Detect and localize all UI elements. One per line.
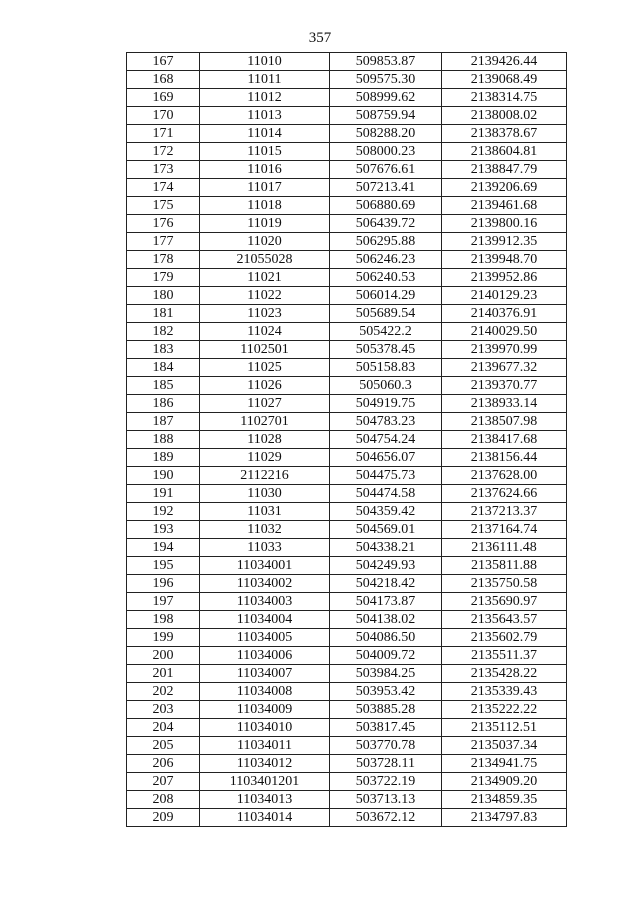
x-coordinate-cell: 503722.19: [330, 773, 442, 791]
x-coordinate-cell: 508288.20: [330, 125, 442, 143]
y-coordinate-cell: 2135750.58: [442, 575, 567, 593]
table-row: [127, 143, 567, 161]
table-row: [127, 395, 567, 413]
point-id-cell: 11034003: [200, 593, 330, 611]
y-coordinate-cell: 2137624.66: [442, 485, 567, 503]
point-id-cell: 11034006: [200, 647, 330, 665]
x-coordinate-cell: 504475.73: [330, 467, 442, 485]
x-coordinate-cell: 503770.78: [330, 737, 442, 755]
row-number-cell: 167: [127, 53, 200, 71]
row-number-cell: 180: [127, 287, 200, 305]
point-id-cell: 1103401201: [200, 773, 330, 791]
y-coordinate-cell: 2137164.74: [442, 521, 567, 539]
table-row: [127, 53, 567, 71]
point-id-cell: 11034012: [200, 755, 330, 773]
table-row: [127, 107, 567, 125]
row-number-cell: 191: [127, 485, 200, 503]
y-coordinate-cell: 2134909.20: [442, 773, 567, 791]
row-number-cell: 194: [127, 539, 200, 557]
row-number-cell: 207: [127, 773, 200, 791]
y-coordinate-cell: 2139800.16: [442, 215, 567, 233]
point-id-cell: 11034008: [200, 683, 330, 701]
table-row: [127, 449, 567, 467]
table-row: [127, 521, 567, 539]
table-row: [127, 485, 567, 503]
coordinates-table: [126, 52, 567, 827]
y-coordinate-cell: 2139912.35: [442, 233, 567, 251]
y-coordinate-cell: 2135643.57: [442, 611, 567, 629]
point-id-cell: 11024: [200, 323, 330, 341]
x-coordinate-cell: 503713.13: [330, 791, 442, 809]
table-row: [127, 377, 567, 395]
table-row: [127, 665, 567, 683]
table-row: [127, 539, 567, 557]
y-coordinate-cell: 2139426.44: [442, 53, 567, 71]
table-row: [127, 359, 567, 377]
row-number-cell: 174: [127, 179, 200, 197]
row-number-cell: 168: [127, 71, 200, 89]
point-id-cell: 11033: [200, 539, 330, 557]
row-number-cell: 199: [127, 629, 200, 647]
row-number-cell: 204: [127, 719, 200, 737]
row-number-cell: 184: [127, 359, 200, 377]
point-id-cell: 1102501: [200, 341, 330, 359]
point-id-cell: 11027: [200, 395, 330, 413]
y-coordinate-cell: 2135602.79: [442, 629, 567, 647]
table-row: [127, 809, 567, 827]
table-row: [127, 287, 567, 305]
coordinates-table-body: [127, 53, 567, 827]
row-number-cell: 175: [127, 197, 200, 215]
point-id-cell: 11013: [200, 107, 330, 125]
row-number-cell: 182: [127, 323, 200, 341]
table-row: [127, 215, 567, 233]
y-coordinate-cell: 2140029.50: [442, 323, 567, 341]
y-coordinate-cell: 2138604.81: [442, 143, 567, 161]
point-id-cell: 21055028: [200, 251, 330, 269]
point-id-cell: 11012: [200, 89, 330, 107]
point-id-cell: 11034001: [200, 557, 330, 575]
x-coordinate-cell: 503984.25: [330, 665, 442, 683]
table-row: [127, 71, 567, 89]
y-coordinate-cell: 2135511.37: [442, 647, 567, 665]
x-coordinate-cell: 505060.3: [330, 377, 442, 395]
x-coordinate-cell: 505422.2: [330, 323, 442, 341]
x-coordinate-cell: 504359.42: [330, 503, 442, 521]
point-id-cell: 11019: [200, 215, 330, 233]
table-row: [127, 305, 567, 323]
row-number-cell: 195: [127, 557, 200, 575]
y-coordinate-cell: 2136111.48: [442, 539, 567, 557]
x-coordinate-cell: 505689.54: [330, 305, 442, 323]
point-id-cell: 11032: [200, 521, 330, 539]
x-coordinate-cell: 504009.72: [330, 647, 442, 665]
point-id-cell: 11030: [200, 485, 330, 503]
y-coordinate-cell: 2138156.44: [442, 449, 567, 467]
y-coordinate-cell: 2135428.22: [442, 665, 567, 683]
x-coordinate-cell: 504474.58: [330, 485, 442, 503]
x-coordinate-cell: 504249.93: [330, 557, 442, 575]
x-coordinate-cell: 506014.29: [330, 287, 442, 305]
y-coordinate-cell: 2138933.14: [442, 395, 567, 413]
y-coordinate-cell: 2135112.51: [442, 719, 567, 737]
table-row: [127, 593, 567, 611]
table-row: [127, 197, 567, 215]
y-coordinate-cell: 2139068.49: [442, 71, 567, 89]
x-coordinate-cell: 503672.12: [330, 809, 442, 827]
point-id-cell: 11011: [200, 71, 330, 89]
y-coordinate-cell: 2139370.77: [442, 377, 567, 395]
row-number-cell: 198: [127, 611, 200, 629]
row-number-cell: 189: [127, 449, 200, 467]
table-row: [127, 773, 567, 791]
row-number-cell: 171: [127, 125, 200, 143]
y-coordinate-cell: 2134941.75: [442, 755, 567, 773]
x-coordinate-cell: 504086.50: [330, 629, 442, 647]
row-number-cell: 170: [127, 107, 200, 125]
point-id-cell: 11025: [200, 359, 330, 377]
y-coordinate-cell: 2135339.43: [442, 683, 567, 701]
point-id-cell: 11022: [200, 287, 330, 305]
row-number-cell: 177: [127, 233, 200, 251]
x-coordinate-cell: 503885.28: [330, 701, 442, 719]
point-id-cell: 11034004: [200, 611, 330, 629]
y-coordinate-cell: 2139206.69: [442, 179, 567, 197]
table-row: [127, 269, 567, 287]
x-coordinate-cell: 503728.11: [330, 755, 442, 773]
row-number-cell: 192: [127, 503, 200, 521]
y-coordinate-cell: 2134797.83: [442, 809, 567, 827]
y-coordinate-cell: 2134859.35: [442, 791, 567, 809]
x-coordinate-cell: 504338.21: [330, 539, 442, 557]
point-id-cell: 11034007: [200, 665, 330, 683]
y-coordinate-cell: 2137213.37: [442, 503, 567, 521]
x-coordinate-cell: 507213.41: [330, 179, 442, 197]
table-row: [127, 341, 567, 359]
point-id-cell: 11026: [200, 377, 330, 395]
x-coordinate-cell: 504569.01: [330, 521, 442, 539]
table-row: [127, 683, 567, 701]
page-number: 357: [308, 30, 332, 46]
point-id-cell: 11034013: [200, 791, 330, 809]
x-coordinate-cell: 503817.45: [330, 719, 442, 737]
y-coordinate-cell: 2138417.68: [442, 431, 567, 449]
y-coordinate-cell: 2135811.88: [442, 557, 567, 575]
x-coordinate-cell: 509853.87: [330, 53, 442, 71]
row-number-cell: 196: [127, 575, 200, 593]
y-coordinate-cell: 2138507.98: [442, 413, 567, 431]
x-coordinate-cell: 507676.61: [330, 161, 442, 179]
x-coordinate-cell: 505158.83: [330, 359, 442, 377]
point-id-cell: 11021: [200, 269, 330, 287]
x-coordinate-cell: 508759.94: [330, 107, 442, 125]
point-id-cell: 1102701: [200, 413, 330, 431]
row-number-cell: 193: [127, 521, 200, 539]
y-coordinate-cell: 2139461.68: [442, 197, 567, 215]
table-row: [127, 161, 567, 179]
table-row: [127, 89, 567, 107]
y-coordinate-cell: 2135222.22: [442, 701, 567, 719]
row-number-cell: 187: [127, 413, 200, 431]
y-coordinate-cell: 2139952.86: [442, 269, 567, 287]
table-row: [127, 575, 567, 593]
row-number-cell: 181: [127, 305, 200, 323]
x-coordinate-cell: 504138.02: [330, 611, 442, 629]
point-id-cell: 11028: [200, 431, 330, 449]
x-coordinate-cell: 506295.88: [330, 233, 442, 251]
table-row: [127, 179, 567, 197]
y-coordinate-cell: 2138378.67: [442, 125, 567, 143]
point-id-cell: 11029: [200, 449, 330, 467]
table-row: [127, 467, 567, 485]
y-coordinate-cell: 2137628.00: [442, 467, 567, 485]
row-number-cell: 205: [127, 737, 200, 755]
x-coordinate-cell: 504218.42: [330, 575, 442, 593]
table-row: [127, 125, 567, 143]
x-coordinate-cell: 506246.23: [330, 251, 442, 269]
y-coordinate-cell: 2138008.02: [442, 107, 567, 125]
point-id-cell: 11020: [200, 233, 330, 251]
table-row: [127, 431, 567, 449]
row-number-cell: 208: [127, 791, 200, 809]
y-coordinate-cell: 2140129.23: [442, 287, 567, 305]
table-row: [127, 503, 567, 521]
point-id-cell: 11034010: [200, 719, 330, 737]
x-coordinate-cell: 504919.75: [330, 395, 442, 413]
row-number-cell: 169: [127, 89, 200, 107]
table-row: [127, 719, 567, 737]
point-id-cell: 11010: [200, 53, 330, 71]
point-id-cell: 11015: [200, 143, 330, 161]
x-coordinate-cell: 508000.23: [330, 143, 442, 161]
y-coordinate-cell: 2135690.97: [442, 593, 567, 611]
y-coordinate-cell: 2139677.32: [442, 359, 567, 377]
row-number-cell: 172: [127, 143, 200, 161]
row-number-cell: 190: [127, 467, 200, 485]
table-row: [127, 323, 567, 341]
point-id-cell: 11034002: [200, 575, 330, 593]
row-number-cell: 173: [127, 161, 200, 179]
x-coordinate-cell: 505378.45: [330, 341, 442, 359]
table-row: [127, 413, 567, 431]
table-row: [127, 701, 567, 719]
point-id-cell: 11031: [200, 503, 330, 521]
row-number-cell: 200: [127, 647, 200, 665]
x-coordinate-cell: 504173.87: [330, 593, 442, 611]
x-coordinate-cell: 503953.42: [330, 683, 442, 701]
point-id-cell: 11034005: [200, 629, 330, 647]
point-id-cell: 11034011: [200, 737, 330, 755]
row-number-cell: 188: [127, 431, 200, 449]
table-row: [127, 755, 567, 773]
x-coordinate-cell: 506240.53: [330, 269, 442, 287]
x-coordinate-cell: 508999.62: [330, 89, 442, 107]
point-id-cell: 11014: [200, 125, 330, 143]
row-number-cell: 209: [127, 809, 200, 827]
row-number-cell: 179: [127, 269, 200, 287]
table-row: [127, 233, 567, 251]
row-number-cell: 183: [127, 341, 200, 359]
y-coordinate-cell: 2140376.91: [442, 305, 567, 323]
y-coordinate-cell: 2139970.99: [442, 341, 567, 359]
y-coordinate-cell: 2138314.75: [442, 89, 567, 107]
row-number-cell: 197: [127, 593, 200, 611]
table-row: [127, 629, 567, 647]
point-id-cell: 11023: [200, 305, 330, 323]
table-row: [127, 557, 567, 575]
x-coordinate-cell: 504656.07: [330, 449, 442, 467]
y-coordinate-cell: 2139948.70: [442, 251, 567, 269]
row-number-cell: 201: [127, 665, 200, 683]
point-id-cell: 11016: [200, 161, 330, 179]
x-coordinate-cell: 509575.30: [330, 71, 442, 89]
point-id-cell: 11017: [200, 179, 330, 197]
table-row: [127, 737, 567, 755]
table-row: [127, 791, 567, 809]
row-number-cell: 202: [127, 683, 200, 701]
table-row: [127, 647, 567, 665]
row-number-cell: 186: [127, 395, 200, 413]
point-id-cell: 11034009: [200, 701, 330, 719]
point-id-cell: 11018: [200, 197, 330, 215]
x-coordinate-cell: 506880.69: [330, 197, 442, 215]
point-id-cell: 11034014: [200, 809, 330, 827]
x-coordinate-cell: 504783.23: [330, 413, 442, 431]
table-row: [127, 611, 567, 629]
row-number-cell: 178: [127, 251, 200, 269]
x-coordinate-cell: 504754.24: [330, 431, 442, 449]
y-coordinate-cell: 2138847.79: [442, 161, 567, 179]
y-coordinate-cell: 2135037.34: [442, 737, 567, 755]
row-number-cell: 203: [127, 701, 200, 719]
row-number-cell: 176: [127, 215, 200, 233]
point-id-cell: 2112216: [200, 467, 330, 485]
x-coordinate-cell: 506439.72: [330, 215, 442, 233]
table-row: [127, 251, 567, 269]
row-number-cell: 206: [127, 755, 200, 773]
row-number-cell: 185: [127, 377, 200, 395]
